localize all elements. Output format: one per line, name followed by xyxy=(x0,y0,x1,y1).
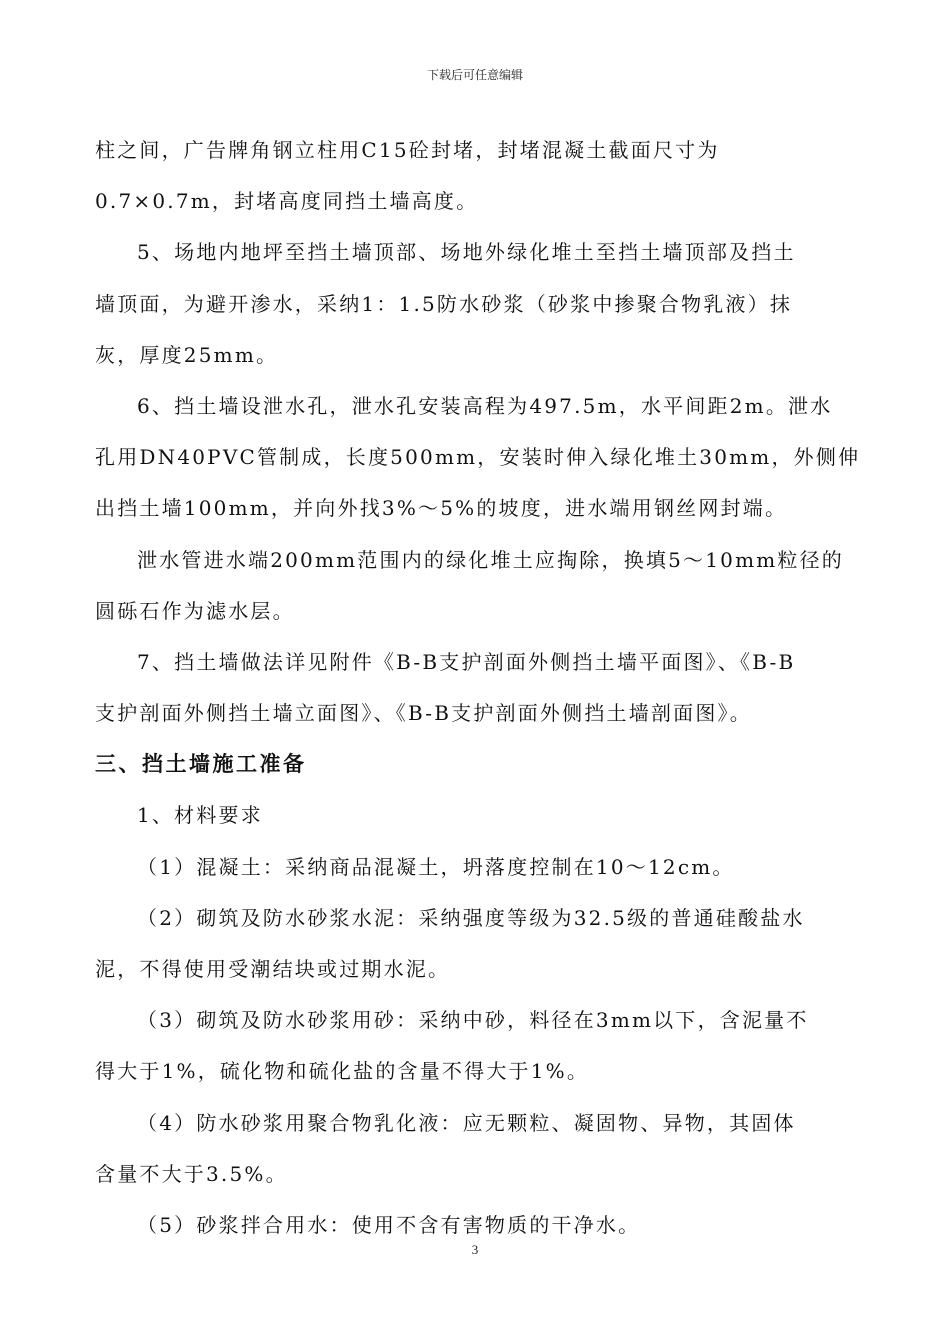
paragraph-line: （2）砌筑及防水砂浆水泥：采纳强度等级为32.5级的普通硅酸盐水 xyxy=(137,905,805,930)
paragraph-line: 孔用DN40PVC管制成，长度500mm，安装时伸入绿化堆土30mm，外侧伸 xyxy=(95,445,861,470)
paragraph-line: （1）混凝土：采纳商品混凝土，坍落度控制在10～12cm。 xyxy=(137,854,735,879)
paragraph-line: 5、场地内地坪至挡土墙顶部、场地外绿化堆土至挡土墙顶部及挡土 xyxy=(137,240,796,265)
subsection-heading: 1、材料要求 xyxy=(137,803,263,828)
page-number: 3 xyxy=(471,1242,479,1257)
paragraph-line: 墙顶面，为避开渗水，采纳1：1.5防水砂浆（砂浆中掺聚合物乳液）抹 xyxy=(95,291,793,316)
paragraph-line: 圆砾石作为滤水层。 xyxy=(95,598,295,623)
paragraph-line: 7、挡土墙做法详见附件《B-B支护剖面外侧挡土墙平面图》、《B-B xyxy=(137,649,796,674)
paragraph-line: 出挡土墙100mm，并向外找3%～5%的坡度，进水端用钢丝网封端。 xyxy=(95,496,788,521)
paragraph-line: 泄水管进水端200mm范围内的绿化堆土应掏除，换填5～10mm粒径的 xyxy=(137,547,845,572)
paragraph-line: 泥，不得使用受潮结块或过期水泥。 xyxy=(95,957,451,981)
page-header: 下载后可任意编辑 xyxy=(426,68,523,82)
paragraph-line: 含量不大于3.5%。 xyxy=(95,1161,288,1186)
paragraph-line: 0.7×0.7m，封堵高度同挡土墙高度。 xyxy=(95,189,479,214)
paragraph-line: （4）防水砂浆用聚合物乳化液：应无颗粒、凝固物、异物，其固体 xyxy=(137,1110,796,1135)
paragraph-line: 柱之间，广告牌角钢立柱用C15砼封堵，封堵混凝土截面尺寸为 xyxy=(95,138,720,162)
paragraph-line: 6、挡土墙设泄水孔，泄水孔安装高程为497.5m，水平间距2m。泄水 xyxy=(137,393,833,418)
paragraph-line: 得大于1%，硫化物和硫化盐的含量不得大于1%。 xyxy=(95,1059,590,1084)
section-heading: 三、挡土墙施工准备 xyxy=(95,752,307,777)
paragraph-line: 支护剖面外侧挡土墙立面图》、《B-B支护剖面外侧挡土墙剖面图》。 xyxy=(95,701,752,726)
paragraph-line: （5）砂浆拌合用水：使用不含有害物质的干净水。 xyxy=(137,1212,641,1237)
document-body xyxy=(95,125,860,1251)
paragraph-line: （3）砌筑及防水砂浆用砂：采纳中砂，料径在3mm以下，含泥量不 xyxy=(137,1008,809,1033)
paragraph-line: 灰，厚度25mm。 xyxy=(95,342,279,367)
